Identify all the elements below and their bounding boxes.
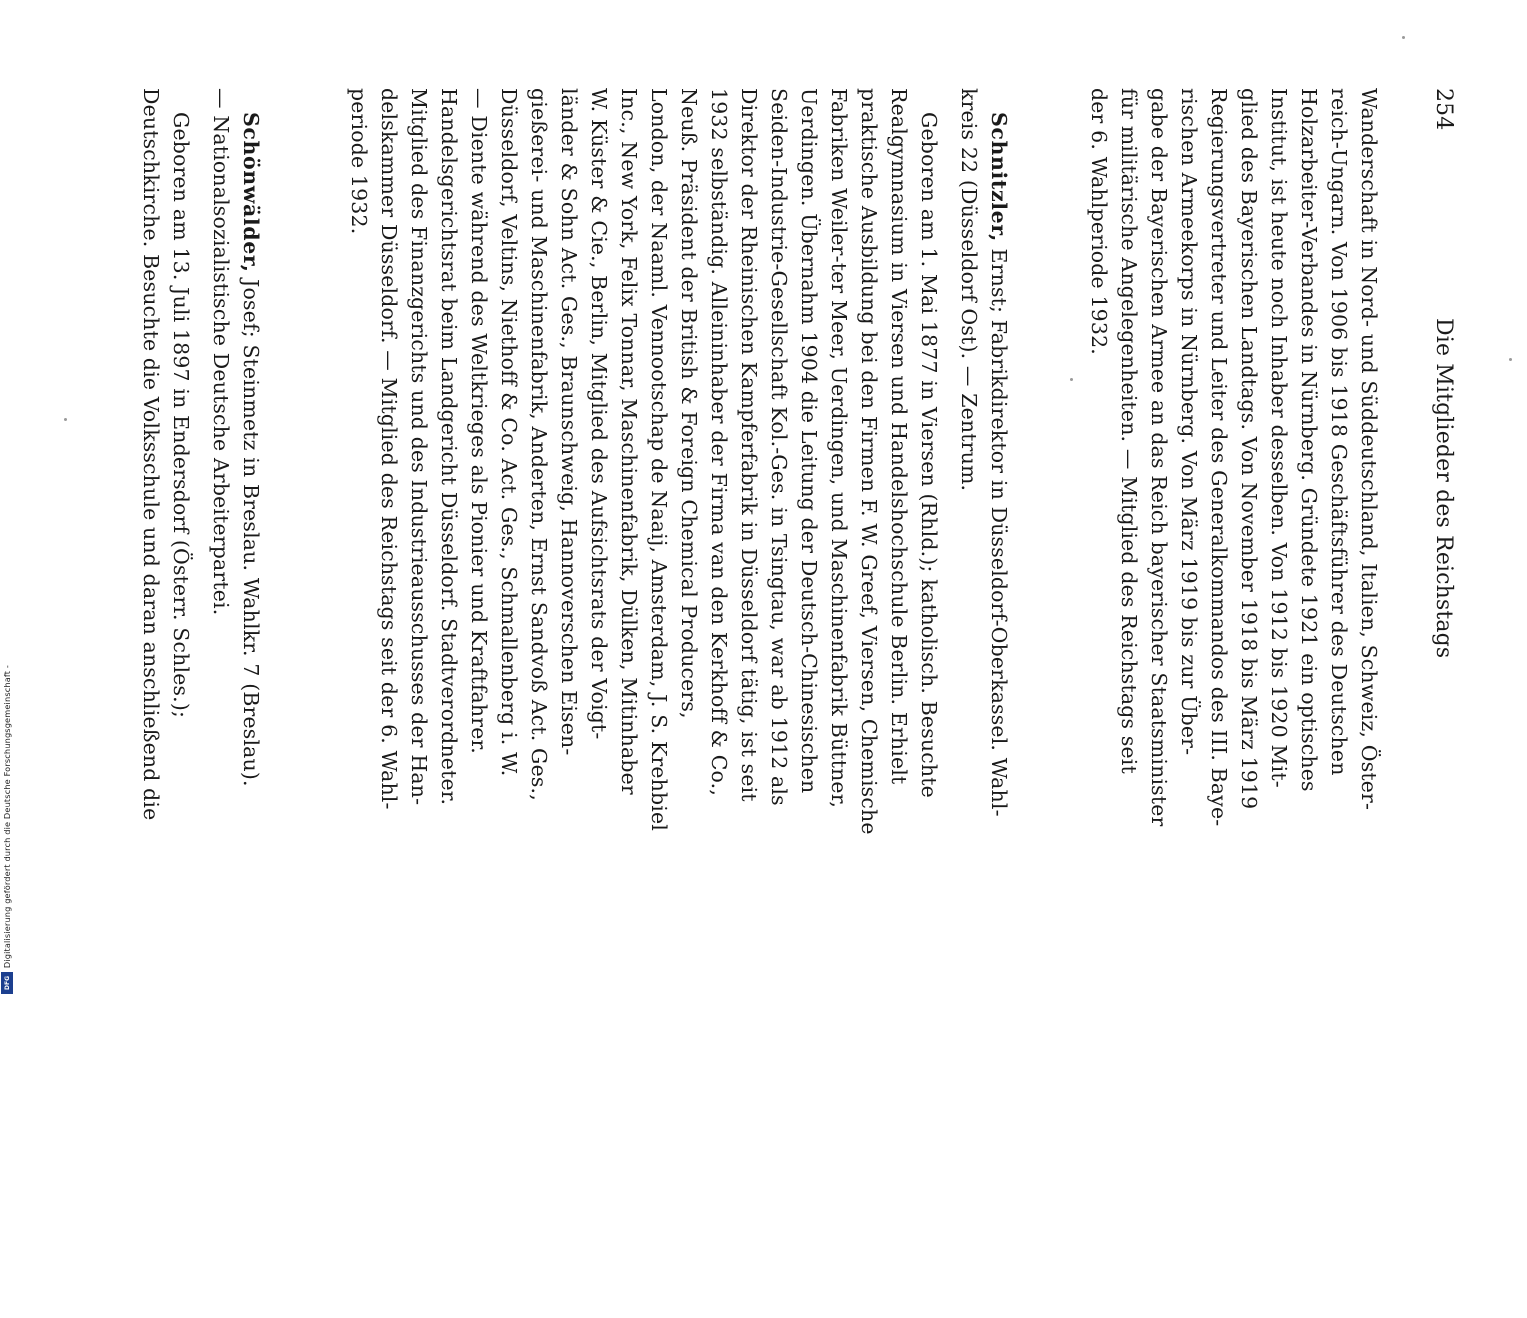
scan-speck xyxy=(1070,378,1073,381)
running-title: Die Mitglieder des Reichstags xyxy=(1431,318,1456,659)
text-line: der 6. Wahlperiode 1932. xyxy=(1087,88,1111,355)
text-line: Düsseldorf, Veltins, Niethoff & Co. Act. Ges., Schmallenberg i. W. xyxy=(497,88,521,777)
member-name: Schnitzler, xyxy=(987,112,1011,242)
text-line: reich-Ungarn. Von 1906 bis 1918 Geschäftsführer des Deutschen xyxy=(1327,88,1351,776)
text-line: Deutschkirche. Besuchte die Volksschule und daran anschließend die xyxy=(139,88,163,821)
entry-heading xyxy=(984,0,1014,1112)
text-line: W. Küster & Cie., Berlin, Mitglied des Aufsichtsrats der Voigt- xyxy=(587,88,611,740)
text-line: — Nationalsozialistische Deutsche Arbeiterpartei. xyxy=(209,88,233,616)
text-line: Inc., New York, Felix Tonnar, Maschinenfabrik, Dülken, Mitinhaber xyxy=(617,88,641,795)
text-line: kreis 22 (Düsseldorf Ost). — Zentrum. xyxy=(957,88,981,492)
text-line: Geboren am 13. Juli 1897 in Endersdorf (Österr. Schles.); xyxy=(169,112,193,719)
text-line: Fabriken Weiler-ter Meer, Uerdingen, und Maschinenfabrik Büttner, xyxy=(827,88,851,809)
text-line: glied des Bayerischen Landtags. Von November 1918 bis März 1919 xyxy=(1237,88,1261,810)
text-line: gabe der Bayerischen Armee an das Reich bayerischer Staatsminister xyxy=(1147,88,1171,827)
text-line: delskammer Düsseldorf. — Mitglied des Reichstags seit der 6. Wahl- xyxy=(377,88,401,810)
text-line: Institut, ist heute noch Inhaber desselben. Von 1912 bis 1920 Mit- xyxy=(1267,88,1291,788)
text-line: 1932 selbständig. Alleininhaber der Firma van den Kerkhoff & Co., xyxy=(707,88,731,796)
scan-speck xyxy=(64,418,67,421)
text-line: Mitglied des Finanzgerichts und des Industrieausschusses der Han- xyxy=(407,88,431,806)
text-line: Realgymnasium in Viersen und Handelshochschule Berlin. Erhielt xyxy=(887,88,911,785)
text-line: Direktor der Rheinischen Kampferfabrik in Düsseldorf tätig, ist seit xyxy=(737,88,761,802)
scan-speck xyxy=(1402,36,1405,39)
text-line: für militärische Angelegenheiten. — Mitglied des Reichstags seit xyxy=(1117,88,1141,774)
text-line: Uerdingen. Übernahm 1904 die Leitung der Deutsch-Chinesischen xyxy=(797,88,821,794)
page-number: 254 xyxy=(1431,88,1456,131)
text-line: Handelsgerichtsrat beim Landgericht Düsseldorf. Stadtverordneter. xyxy=(437,88,461,806)
dfg-logo: DFG xyxy=(1,972,13,994)
text-line: Seiden-Industrie-Gesellschaft Kol.-Ges. in Tsingtau, war ab 1912 als xyxy=(767,88,791,806)
text-line: — Diente während des Weltkrieges als Pionier und Kraftfahrer. xyxy=(467,88,491,754)
text-line: London, der Naaml. Vennootschap de Naaij, Amsterdam, J. S. Krehbiel xyxy=(647,88,671,832)
entry-heading-text: Ernst; Fabrikdirektor in Düsseldorf-Oberkassel. Wahl- xyxy=(987,241,1011,817)
text-line: Geboren am 1. Mai 1877 in Viersen (Rhld.); katholisch. Besuchte xyxy=(917,112,941,798)
text-line: Wanderschaft in Nord- und Süddeutschland, Italien, Schweiz, Öster- xyxy=(1357,88,1381,811)
text-line: Neuß. Präsident der British & Foreign Chemical Producers, xyxy=(677,88,701,719)
text-line: praktische Ausbildung bei den Firmen F. W. Greef, Viersen, Chemische xyxy=(857,88,881,835)
entry-heading xyxy=(236,0,266,1112)
text-line: gießerei- und Maschinenfabrik, Anderten, Ernst Sandvoß Act. Ges., xyxy=(527,88,551,801)
text-line: periode 1932. xyxy=(347,88,371,235)
entry-heading-text: Josef; Steinmetz in Breslau. Wahlkr. 7 (Breslau). xyxy=(239,272,263,787)
text-line: länder & Sohn Act. Ges., Braunschweig, Hannoverschen Eisen- xyxy=(557,88,581,756)
text-line: Regierungsvertreter und Leiter des Generalkommandos des III. Baye- xyxy=(1207,88,1231,827)
text-line: Holzarbeiter-Verbandes in Nürnberg. Gründete 1921 ein optisches xyxy=(1297,88,1321,792)
member-name: Schönwälder, xyxy=(239,112,263,273)
funding-note: Digitalisierung gefördert durch die Deutsche Forschungsgemeinschaft - xyxy=(2,664,12,968)
scan-speck xyxy=(1509,358,1512,361)
text-line: rischen Armeekorps in Nürnberg. Von März 1919 bis zur Über- xyxy=(1177,88,1201,756)
